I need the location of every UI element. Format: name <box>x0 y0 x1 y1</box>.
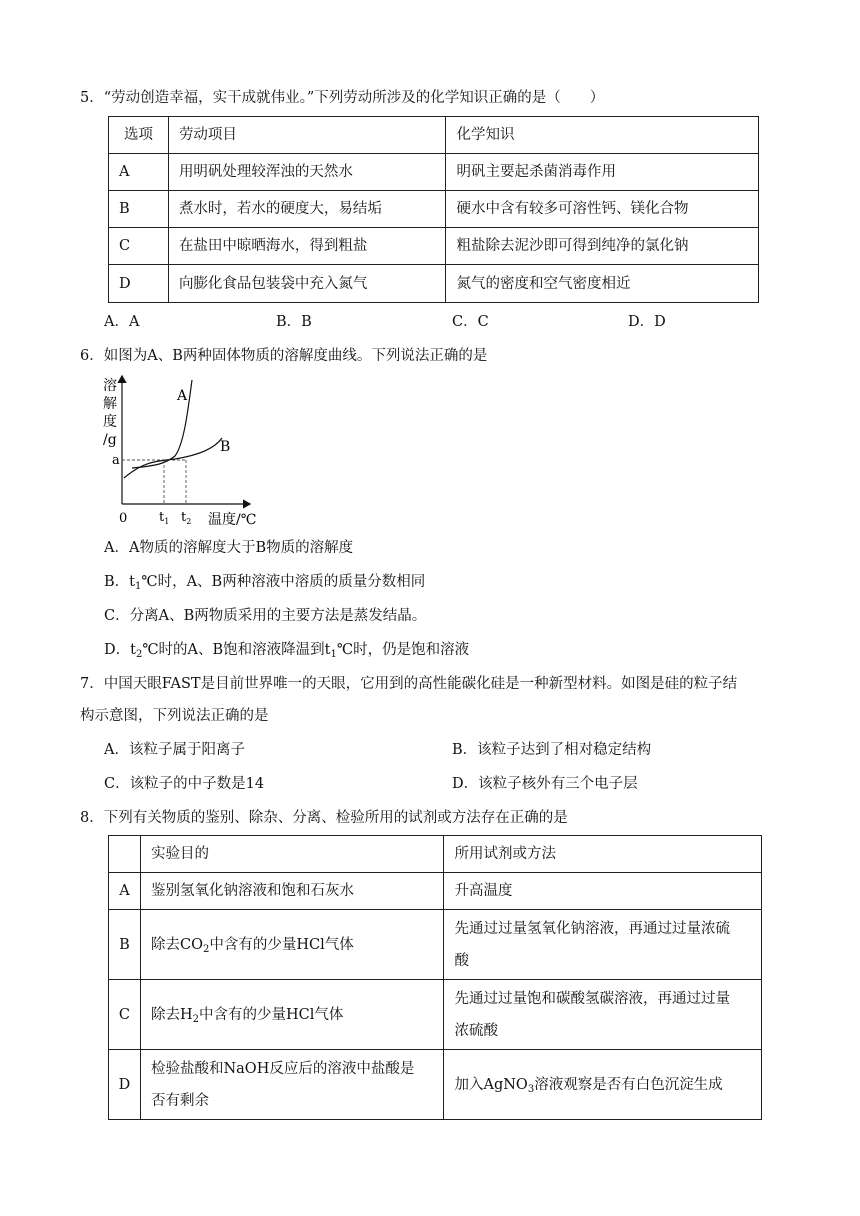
q7-stem-line2: 构示意图，下列说法正确的是 <box>80 708 269 724</box>
y-axis-label-3: 度 <box>103 414 117 430</box>
subscript: 1 <box>330 649 337 660</box>
table-row <box>109 154 759 191</box>
q8-row-d-method <box>444 1050 762 1120</box>
q8-header-goal: 实验目的 <box>140 836 444 873</box>
q5-option-c[interactable]: C．C <box>452 314 489 330</box>
q8-row-b-method-line1: 先通过过量氢氧化钠溶液，再通过过量浓硫 <box>454 920 730 937</box>
q5-header-option: 选项 <box>109 117 169 154</box>
q5-row-b-item: 煮水时，若水的硬度大，易结垢 <box>168 191 446 228</box>
q6-option-a[interactable]: A．A物质的溶解度大于B物质的溶解度 <box>104 540 354 556</box>
q8-stem: 8．下列有关物质的鉴别、除杂、分离、检验所用的试剂或方法存在正确的是 <box>80 810 568 826</box>
subscript: 1 <box>134 581 142 592</box>
q6-option-d-text: D．t <box>104 642 136 658</box>
q7-option-a[interactable]: A．该粒子属于阳离子 <box>104 742 245 758</box>
q8-row-d-method-text: 加入AgNO <box>454 1076 528 1093</box>
q8-row-c-option: C <box>109 980 141 1050</box>
q7-option-b[interactable]: B．该粒子达到了相对稳定结构 <box>452 742 652 758</box>
q5-row-d-item: 向膨化食品包装袋中充入氮气 <box>168 265 446 303</box>
q8-row-c-method-line2: 浓硫酸 <box>454 1022 498 1039</box>
q6-option-b[interactable] <box>104 572 425 592</box>
q5-option-d[interactable]: D．D <box>628 314 666 330</box>
subscript: 2 <box>202 943 210 955</box>
q8-row-a-method: 升高温度 <box>444 873 762 910</box>
q6-option-c[interactable]: C．分离A、B两物质采用的主要方法是蒸发结晶。 <box>104 608 427 624</box>
q6-option-b-text: B．t <box>104 574 135 590</box>
q8-row-c-method-line1: 先通过过量饱和碳酸氢碳溶液，再通过过量 <box>454 990 730 1007</box>
q6-option-b-text: ℃时，A、B两种溶液中溶质的质量分数相同 <box>141 574 426 590</box>
q8-row-d-option: D <box>109 1050 141 1120</box>
q5-row-c-option: C <box>109 228 169 265</box>
q5-row-c-knowledge: 粗盐除去泥沙即可得到纯净的氯化钠 <box>446 228 759 265</box>
q5-stem: 5．“劳动创造幸福，实干成就伟业。”下列劳动所涉及的化学知识正确的是（ ） <box>80 90 605 106</box>
q8-row-c-goal-text: 中含有的少量HCl气体 <box>199 1006 344 1023</box>
q5-row-b-option: B <box>109 191 169 228</box>
a-value-label: a <box>112 453 120 468</box>
q6-option-d[interactable] <box>104 640 469 660</box>
y-axis-label-2: 解 <box>103 396 117 412</box>
table-row <box>109 910 762 980</box>
q5-table <box>108 116 759 303</box>
q5-header-item: 劳动项目 <box>168 117 446 154</box>
q5-row-d-option: D <box>109 265 169 303</box>
q8-table <box>108 835 762 1120</box>
q8-row-b-method-line2: 酸 <box>454 952 469 969</box>
q6-option-d-text: ℃时的A、B饱和溶液降温到t <box>142 642 331 658</box>
q8-row-c-goal <box>140 980 444 1050</box>
q5-row-b-knowledge: 硬水中含有较多可溶性钙、镁化合物 <box>446 191 759 228</box>
table-row <box>109 980 762 1050</box>
subscript: 2 <box>192 1013 199 1025</box>
q8-row-d-method-text: 溶液观察是否有白色沉淀生成 <box>534 1076 723 1093</box>
q8-row-b-method <box>444 910 762 980</box>
q8-row-d-goal-line1: 检验盐酸和NaOH反应后的溶液中盐酸是 <box>150 1060 415 1077</box>
q5-row-a-knowledge: 明矾主要起杀菌消毒作用 <box>446 154 759 191</box>
table-row <box>109 228 759 265</box>
x-axis-label: 温度/℃ <box>208 512 257 528</box>
q5-option-a[interactable]: A．A <box>104 314 140 330</box>
q8-row-b-goal-text: 中含有的少量HCl气体 <box>209 936 354 953</box>
t1-label: $t_1$ <box>159 510 170 526</box>
curve-a-label: A <box>177 388 188 404</box>
y-axis-label-4: /g <box>103 432 117 448</box>
table-row <box>109 191 759 228</box>
q7-option-d[interactable]: D．该粒子核外有三个电子层 <box>452 776 638 792</box>
q8-header-blank <box>109 836 141 873</box>
origin-label: 0 <box>119 511 128 526</box>
y-axis-label-1: 溶 <box>103 378 117 394</box>
q8-row-d-goal-line2: 否有剩余 <box>150 1092 209 1109</box>
curve-b-label: B <box>220 439 231 455</box>
q8-row-b-goal <box>140 910 444 980</box>
solubility-curve-graph <box>100 370 270 530</box>
q8-header-method: 所用试剂或方法 <box>444 836 762 873</box>
q8-row-c-goal-text: 除去H <box>150 1006 193 1023</box>
q8-row-a-option: A <box>109 873 141 910</box>
q5-row-a-option: A <box>109 154 169 191</box>
q7-stem-line1: 7．中国天眼FAST是目前世界唯一的天眼，它用到的高性能碳化硅是一种新型材料。如图是硅的粒子结 <box>80 676 738 692</box>
q5-row-c-item: 在盐田中晾晒海水，得到粗盐 <box>168 228 446 265</box>
table-row <box>109 873 762 910</box>
q5-row-a-item: 用明矾处理较浑浊的天然水 <box>168 154 446 191</box>
q8-row-c-method <box>444 980 762 1050</box>
table-row <box>109 1050 762 1120</box>
subscript: 2 <box>135 649 143 660</box>
q8-row-d-goal <box>140 1050 444 1120</box>
subscript: 3 <box>527 1083 535 1095</box>
q5-header-knowledge: 化学知识 <box>446 117 759 154</box>
q5-header-row <box>109 117 759 154</box>
q5-row-d-knowledge: 氮气的密度和空气密度相近 <box>446 265 759 303</box>
q8-row-b-goal-text: 除去CO <box>150 936 203 953</box>
q8-header-row <box>109 836 762 873</box>
table-row <box>109 265 759 303</box>
q7-option-c[interactable]: C．该粒子的中子数是14 <box>104 776 265 792</box>
q5-option-b[interactable]: B．B <box>276 314 312 330</box>
q8-row-b-option: B <box>109 910 141 980</box>
q8-row-a-goal: 鉴别氢氧化钠溶液和饱和石灰水 <box>140 873 444 910</box>
q6-option-d-text: ℃时，仍是饱和溶液 <box>336 642 470 658</box>
q6-stem: 6．如图为A、B两种固体物质的溶解度曲线。下列说法正确的是 <box>80 348 488 364</box>
t2-label: $t_2$ <box>181 510 192 526</box>
